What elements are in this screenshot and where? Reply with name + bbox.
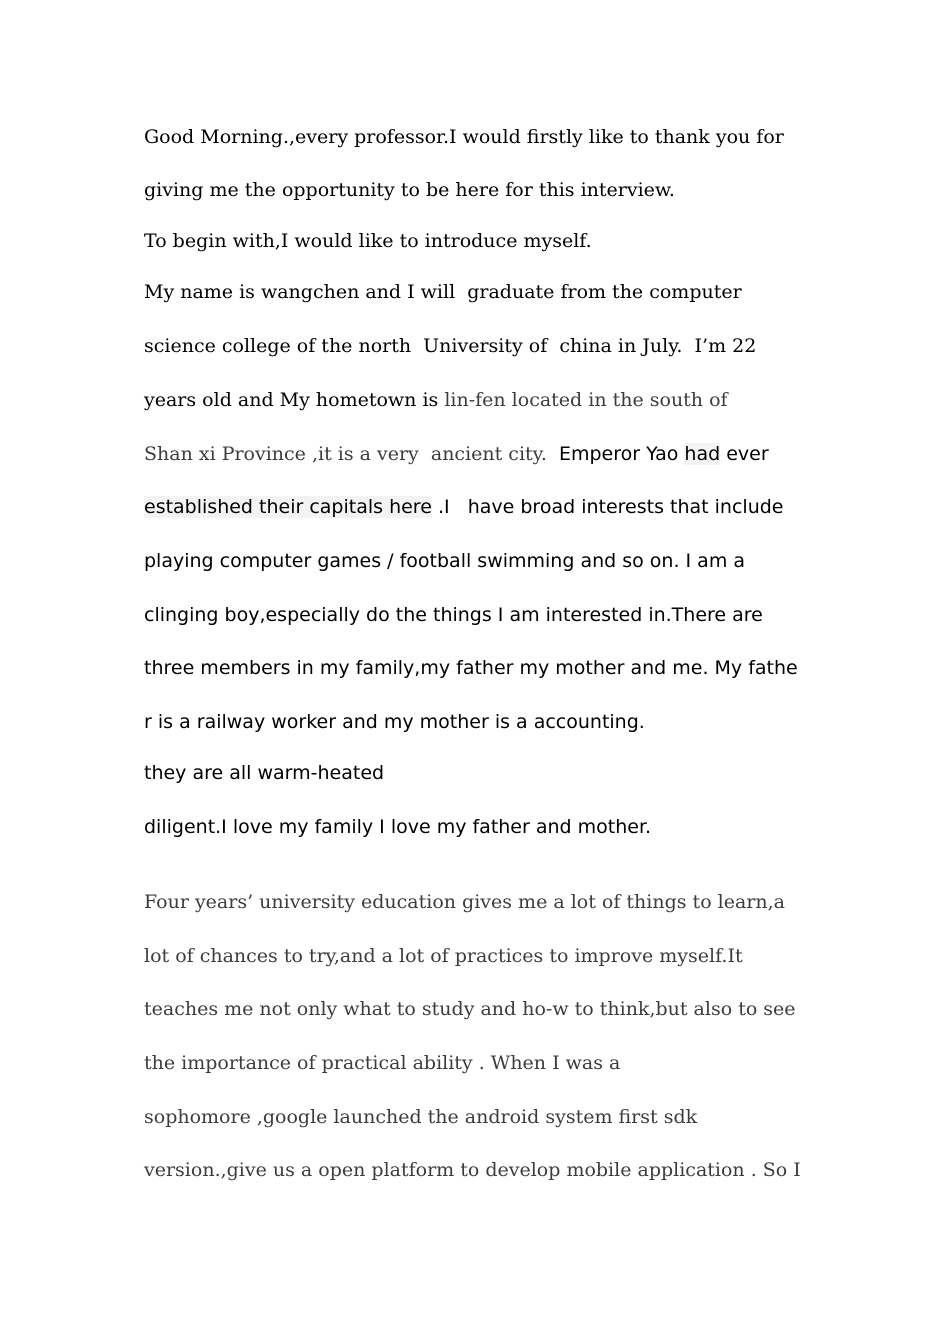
line-4-text-c: had <box>684 443 721 465</box>
paragraph-3-line-5: sophomore ,google launched the android system first sdk <box>144 1106 698 1128</box>
line-4-text-d: ever <box>720 443 769 465</box>
line-3-text-b: lin-fen located in the south of <box>444 389 728 411</box>
paragraph-2-line-9: r is a railway worker and my mother is a accounting. <box>144 711 645 733</box>
paragraph-2-line-1: My name is wangchen and I will graduate from the computer <box>144 281 742 303</box>
intro-line: To begin with,I would like to introduce myself. <box>144 230 592 252</box>
paragraph-2-line-2: science college of the north University of china in July. I’m 22 <box>144 335 757 357</box>
paragraph-3-line-1: Four years’ university education gives me a lot of things to learn,a <box>144 891 786 913</box>
paragraph-1-line-1: Good Morning.,every professor.I would firstly like to thank you for <box>144 126 784 148</box>
paragraph-2-line-3 <box>144 388 728 413</box>
paragraph-2-line-5 <box>144 495 783 520</box>
paragraph-2-line-8: three members in my family,my father my mother and me. My fathe <box>144 657 798 679</box>
paragraph-1-line-2: giving me the opportunity to be here for this interview. <box>144 179 675 201</box>
line-5-text-b: .I have broad interests that include <box>431 496 784 518</box>
paragraph-2-line-11: diligent.I love my family I love my father and mother. <box>144 816 652 838</box>
paragraph-3-line-2: lot of chances to try,and a lot of practices to improve myself.It <box>144 945 743 967</box>
line-4-text-a: Shan xi Province ,it is a very ancient city. <box>144 443 547 465</box>
paragraph-2-line-4 <box>144 442 769 467</box>
line-3-text-a: years old and My hometown is <box>144 389 445 411</box>
paragraph-3-line-6: version.,give us a open platform to develop mobile application . So I <box>144 1159 801 1181</box>
paragraph-2-line-10: they are all warm-heated <box>144 762 385 784</box>
paragraph-2-line-7: clinging boy,especially do the things I am interested in.There are <box>144 604 763 626</box>
paragraph-2-line-6: playing computer games / football swimming and so on. I am a <box>144 550 746 572</box>
line-5-text-a: established their capitals here <box>144 496 432 518</box>
paragraph-3-line-4: the importance of practical ability . When I was a <box>144 1052 621 1074</box>
paragraph-3-line-3: teaches me not only what to study and ho-w to think,but also to see <box>144 998 796 1020</box>
line-4-text-b: Emperor Yao <box>546 443 685 465</box>
